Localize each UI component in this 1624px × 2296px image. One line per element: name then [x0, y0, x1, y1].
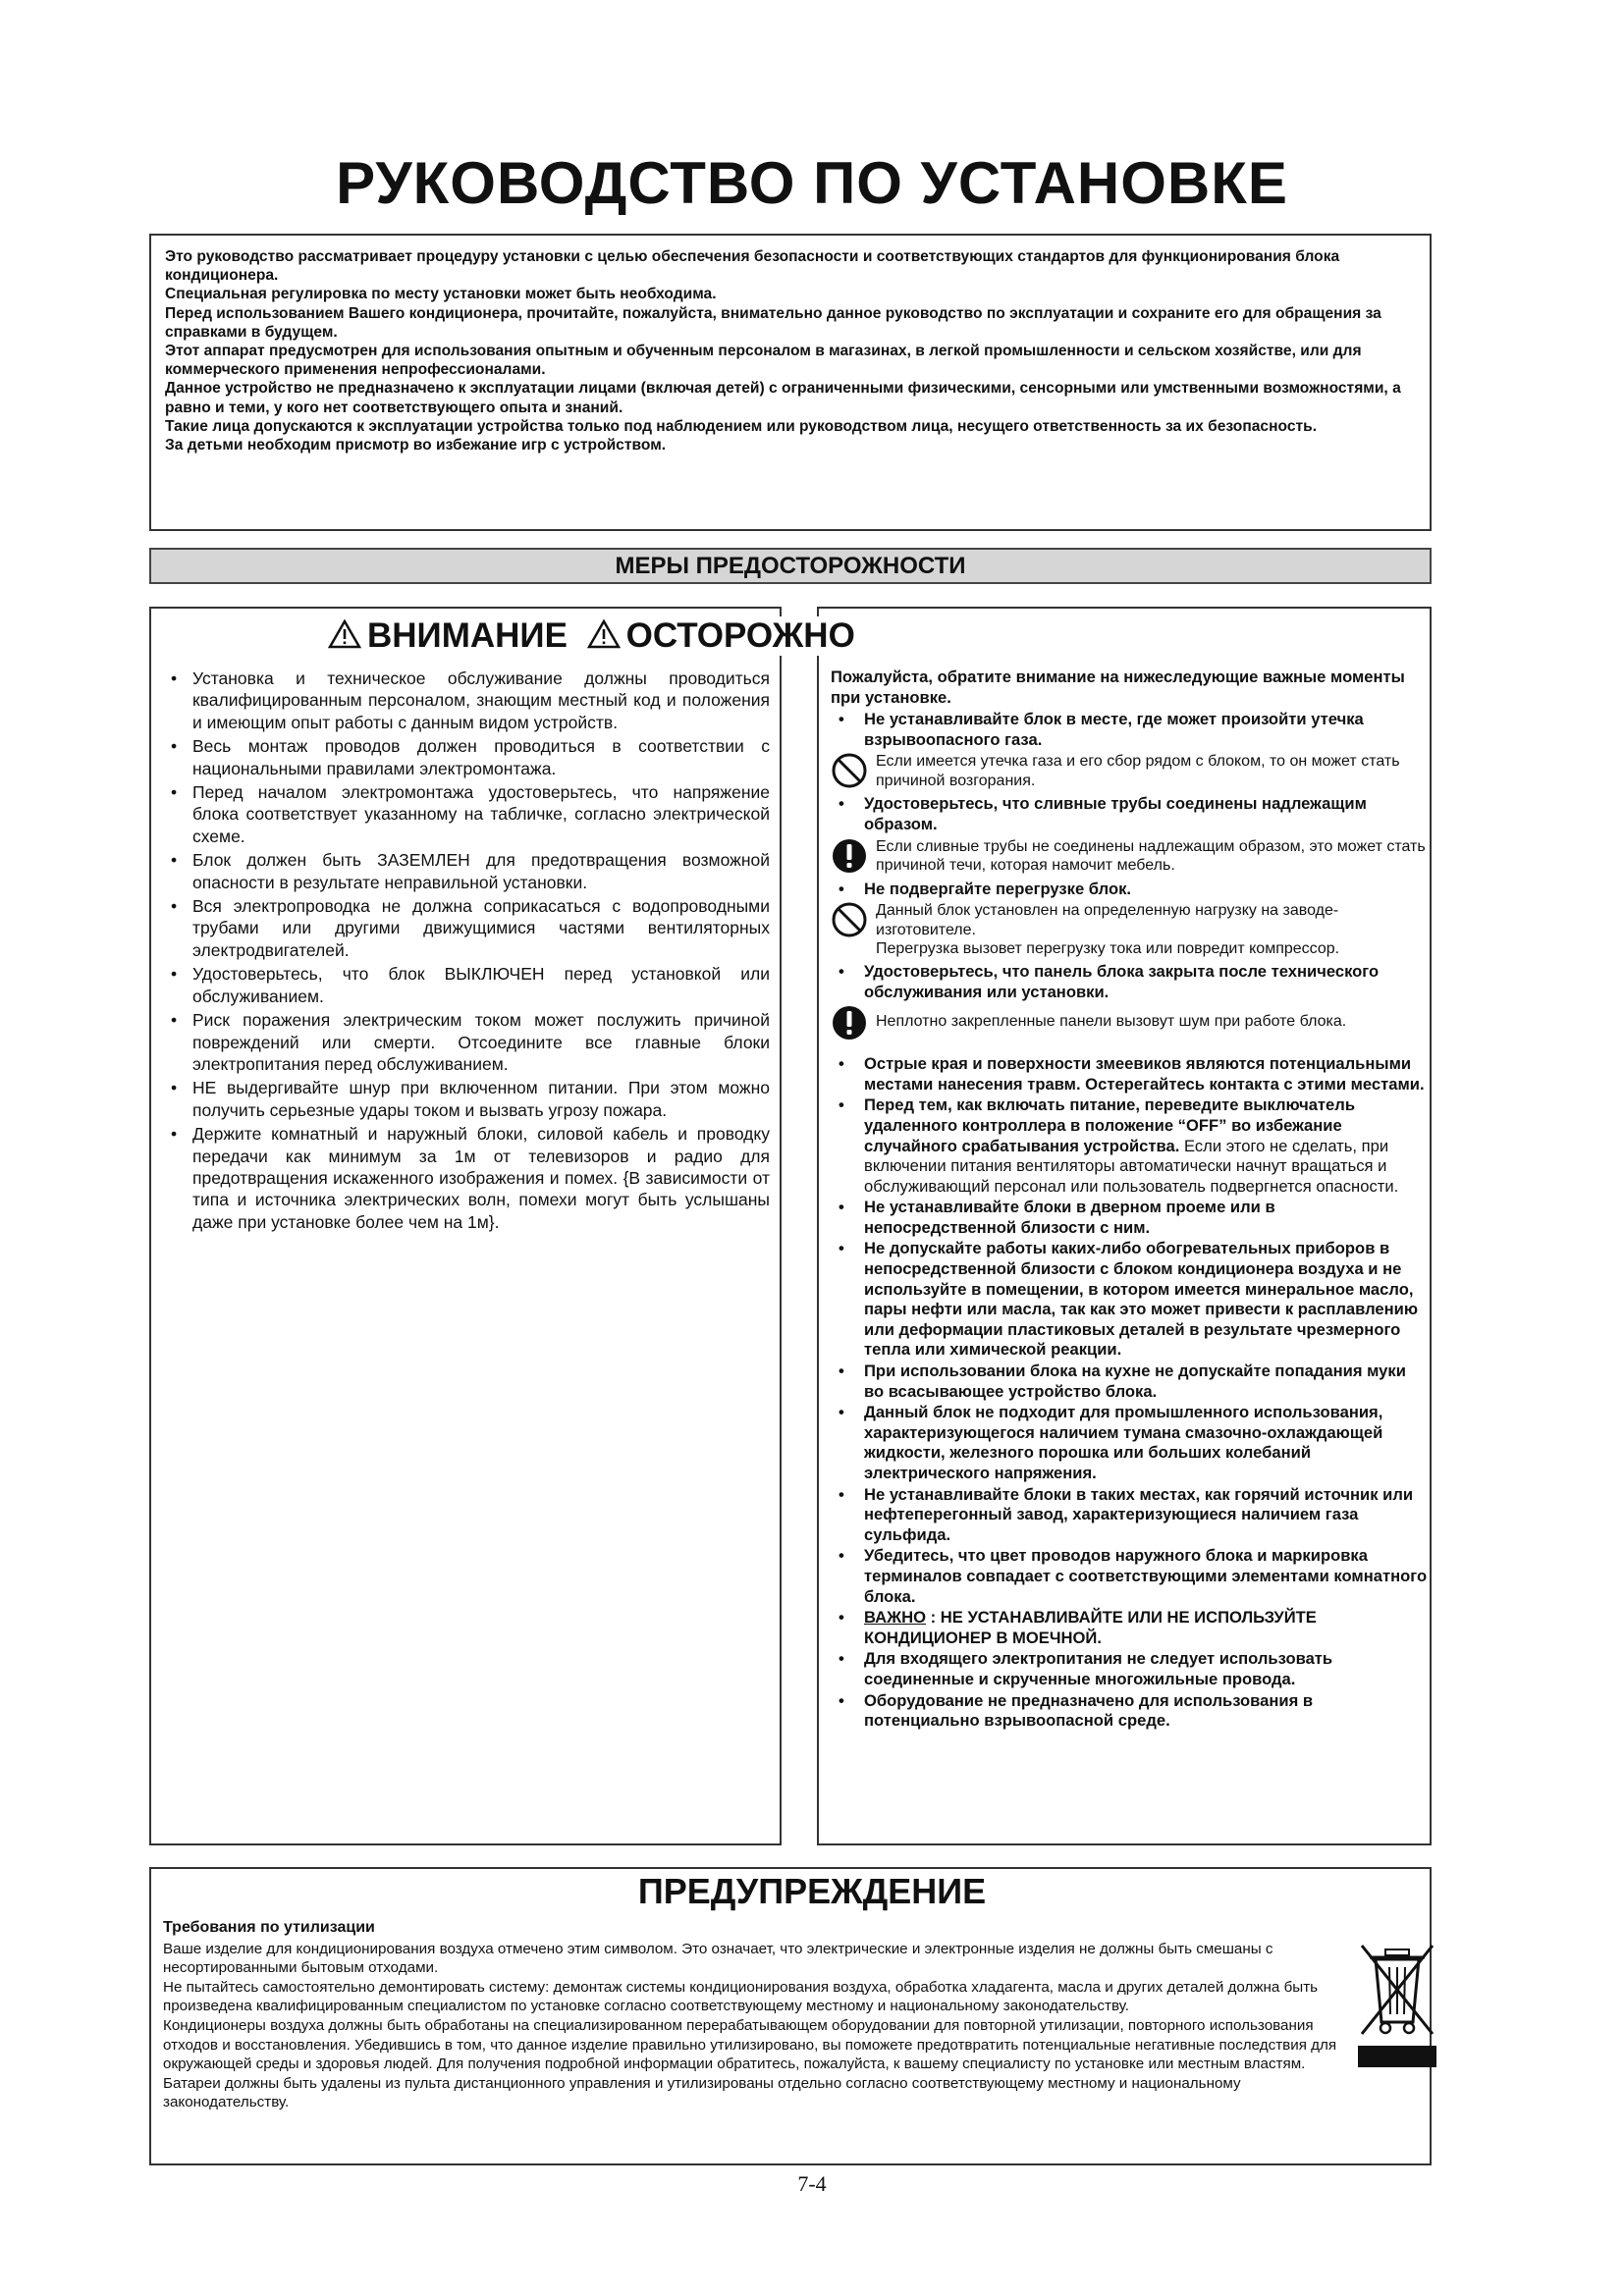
list-item: • Вся электропроводка не должна соприкасаться с водопроводными трубами или другими движущимися частями вентиляторных электродвигателей. [165, 895, 770, 961]
intro-paragraph: За детьми необходим присмотр во избежание игр с устройством. [165, 437, 667, 454]
caution-triangle-icon [587, 619, 621, 649]
disposal-paragraph: Ваше изделие для кондиционирования воздуха отмечено этим символом. Это означает, что электрические и электронные изделия не должны быть смешаны с несортированными бытовым отходами. [163, 1940, 1273, 1977]
prohibited-icon [831, 752, 868, 789]
list-item: • Перед началом электромонтажа удостоверьтесь, что напряжение блока соответствует указанному на табличке, согласно электрической схеме. [165, 781, 770, 847]
caution-word: ОСТОРОЖНО [625, 616, 855, 655]
list-item: • Убедитесь, что цвет проводов наружного блока и маркировка терминалов совпадает с соответствующими элементами комнатного блока. [839, 1546, 1428, 1606]
warning-heading [324, 616, 859, 656]
list-item: • Риск поражения электрическим током может послужить причиной повреждений или смерти. Отсоедините все главные блоки электропитания перед обслуживанием. [165, 1009, 770, 1075]
disposal-paragraph: Батареи должны быть удалены из пульта дистанционного управления и утилизированы отдельно согласно соответствующему местному и национальному законодательству. [163, 2074, 1241, 2111]
list-item: • Удостоверьтесь, что блок ВЫКЛЮЧЕН перед установкой или обслуживанием. [165, 963, 770, 1007]
list-item: • Не устанавливайте блоки в таких местах, как горячий источник или нефтеперегонный завод, характеризующиеся наличием газа сульфида. [839, 1484, 1414, 1544]
mandatory-icon [831, 837, 868, 875]
intro-paragraph: Данное устройство не предназначено к эксплуатации лицами (включая детей) с ограниченными физическими, сенсорными или умственными возможностями, а равно и теми, у кого нет соответствующего опыта и знаний. [165, 380, 1401, 416]
disposal-paragraph: Кондиционеры воздуха должны быть обработаны на специализированном перерабатывающем оборудовании для повторной утилизации, повторного использования отходов и восстановления. Убедившись в том, что данное изделие правильно утилизировано, вы поможете предотвратить потенциальные негативные последствия для окружающей среды и здоровья людей. Для получения подробной информации обратитесь, пожалуйста, к вашему специалисту по установке или местным властям. [163, 2016, 1337, 2073]
disposal-warning-title: ПРЕДУПРЕЖДЕНИЕ [637, 1871, 987, 1911]
list-item: • Не устанавливайте блоки в дверном проеме или в непосредственной близости с ним. [839, 1198, 1275, 1237]
warning-word: ВНИМАНИЕ [367, 616, 568, 655]
list-item: • Весь монтаж проводов должен проводиться в соответствии с национальными правилами электромонтажа. [165, 735, 770, 779]
left-precautions-list [165, 667, 770, 1235]
list-item: • Для входящего электропитания не следует использовать соединенные и скрученные многожильные провода. [839, 1649, 1333, 1688]
page-number: 7-4 [797, 2171, 827, 2196]
list-item: • Острые края и поверхности змеевиков являются потенциальными местами нанесения травм. Остерегайтесь контакта с этими местами. [839, 1054, 1425, 1094]
intro-paragraph: Такие лица допускаются к эксплуатации устройства только под наблюдением или руководством лица, несущего ответственность за их безопасность. [165, 417, 1318, 435]
list-item: • При использовании блока на кухне не допускайте попадания муки во всасывающее устройство блока. [839, 1362, 1406, 1401]
note-item: Если сливные трубы не соединены надлежащим образом, это может стать причиной течи, которая намочит мебель. [831, 837, 1430, 877]
list-item: • Не устанавливайте блок в месте, где может произойти утечка взрывоопасного газа. [839, 710, 1364, 749]
list-item: • Не подвергайте перегрузке блок. [839, 879, 1132, 898]
right-lead-text: Пожалуйста, обратите внимание на нижеследующие важные моменты при установке. [831, 667, 1405, 707]
intro-box [149, 234, 1432, 531]
list-item: • Не допускайте работы каких-либо обогревательных приборов в непосредственной близости с блоком кондиционера воздуха и не используйте в помещении, в котором имеется минеральное масло, пары нефти или масла, так как это может привести к расплавлению или деформации пластиковых деталей в результате чрезмерного тепла или химической реакции. [839, 1239, 1419, 1360]
list-item: • НЕ выдергивайте шнур при включенном питании. При этом можно получить серьезные удары током и вызвать угрозу пожара. [165, 1077, 770, 1121]
list-item: • Удостоверьтесь, что панель блока закрыта после технического обслуживания или установки. [839, 961, 1380, 1001]
list-item: • Данный блок не подходит для промышленного использования, характеризующегося наличием тумана смазочно-охлаждающей жидкости, железного порошка или больших колебаний электрического напряжения. [839, 1403, 1383, 1482]
note-item: Данный блок установлен на определенную нагрузку на заводе-изготовителе. Перегрузка вызовет перегрузку тока или повредит компрессор. [831, 901, 1430, 959]
disposal-text [163, 1918, 1341, 2112]
disposal-requirements-heading: Требования по утилизации [163, 1919, 375, 1936]
intro-paragraph: Перед использованием Вашего кондиционера, прочитайте, пожалуйста, внимательно данное руководство по эксплуатации и сохраните его для обращения за справками в будущем. [165, 304, 1381, 341]
crossed-bin-icon [1358, 1942, 1436, 2038]
page-title: РУКОВОДСТВО ПО УСТАНОВКЕ [336, 150, 1288, 216]
list-item: • Удостоверьтесь, что сливные трубы соединены надлежащим образом. [839, 794, 1367, 833]
weee-black-bar [1358, 2046, 1436, 2067]
intro-paragraph: Это руководство рассматривает процедуру установки с целью обеспечения безопасности и соответствующих стандартов для функционирования блока кондиционера. [165, 248, 1340, 285]
note-item: Неплотно закрепленные панели вызовут шум при работе блока. [831, 1004, 1430, 1051]
intro-paragraph: Этот аппарат предусмотрен для использования опытным и обученным персоналом в магазинах, в легкой промышленности и сельском хозяйстве, или для коммерческого применения непрофессионалами. [165, 343, 1362, 379]
list-item: • Перед тем, как включать питание, переведите выключатель удаленного контроллера в положение “OFF” во избежание случайного срабатывания устройства. Если этого не сделать, при включении питания вентиляторы автоматически начнут вращаться и обслуживающий персонал или пользователь подвергнется опасности. [839, 1095, 1399, 1196]
right-precautions-column [831, 667, 1430, 1733]
intro-paragraph: Специальная регулировка по месту установки может быть необходима. [165, 286, 717, 303]
mandatory-icon [831, 1004, 868, 1041]
list-item: • Держите комнатный и наружный блоки, силовой кабель и проводку передачи как минимум за 1м от телевизоров и радио для предотвращения искаженного изображения и помех. {В зависимости от типа и источника электрических волн, помехи могут быть услышаны даже при установке более чем на 1м}. [165, 1123, 770, 1233]
warning-triangle-icon [328, 619, 361, 649]
list-item: • ВАЖНО : НЕ УСТАНАВЛИВАЙТЕ ИЛИ НЕ ИСПОЛЬЗУЙТЕ КОНДИЦИОНЕР В МОЕЧНОЙ. [839, 1608, 1317, 1647]
prohibited-icon [831, 901, 868, 938]
list-item: • Установка и техническое обслуживание должны проводиться квалифицированным персоналом, знающим местный код и положения и имеющим опыт работы с данным видом устройств. [165, 667, 770, 733]
disposal-paragraph: Не пытайтесь самостоятельно демонтировать систему: демонтаж системы кондиционирования воздуха, обработка хладагента, масла и других деталей должна быть произведена квалифицированным специалистом по установке согласно соответствующему местному и национальному законодательству. [163, 1978, 1319, 2015]
precautions-header: МЕРЫ ПРЕДОСТОРОЖНОСТИ [149, 548, 1432, 584]
important-label: ВАЖНО [864, 1608, 927, 1628]
note-item: Если имеется утечка газа и его сбор рядом с блоком, то он может стать причиной возгорания. [831, 752, 1430, 791]
list-item: • Оборудование не предназначено для использования в потенциально взрывоопасной среде. [839, 1690, 1314, 1731]
list-item: • Блок должен быть ЗАЗЕМЛЕН для предотвращения возможной опасности в результате неправильной установки. [165, 849, 770, 893]
